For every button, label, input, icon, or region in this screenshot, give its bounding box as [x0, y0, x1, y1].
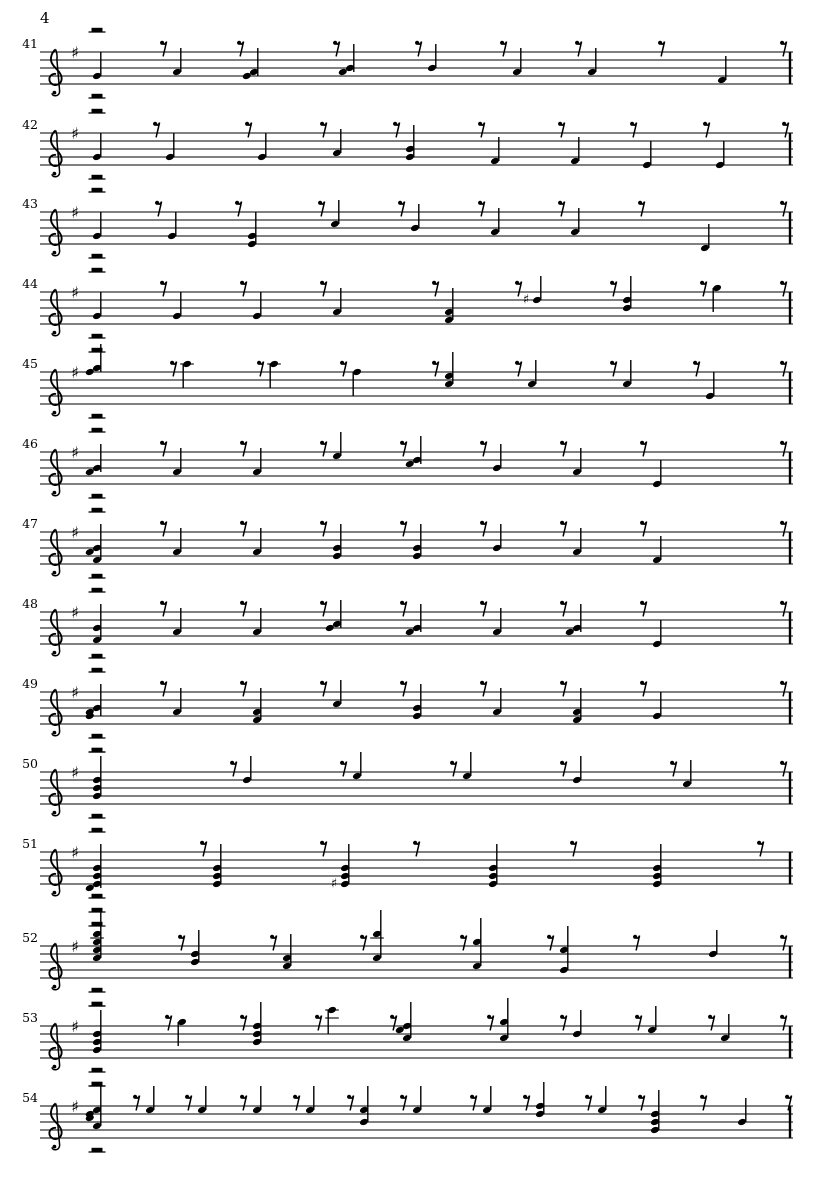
measure-number: 42: [22, 117, 38, 132]
key-signature-sharp: ♯: [71, 1017, 79, 1036]
key-signature-sharp: ♯: [71, 363, 79, 382]
page-number: 4: [40, 9, 50, 27]
key-signature-sharp: ♯: [71, 1097, 79, 1116]
barline: [789, 612, 791, 645]
barline: [789, 372, 791, 405]
key-signature-sharp: ♯: [71, 203, 79, 222]
barline: [789, 452, 791, 485]
barline: [789, 692, 791, 725]
barline: [789, 212, 791, 245]
accidental-sharp: ♯: [330, 876, 338, 892]
barline: [789, 133, 791, 166]
key-signature-sharp: ♯: [71, 603, 79, 622]
key-signature-sharp: ♯: [71, 443, 79, 462]
key-signature-sharp: ♯: [71, 763, 79, 782]
measure-number: 52: [22, 930, 38, 945]
measure-number: 44: [22, 276, 38, 291]
key-signature-sharp: ♯: [71, 124, 79, 143]
measure-number: 47: [22, 516, 38, 531]
key-signature-sharp: ♯: [71, 843, 79, 862]
key-signature-sharp: ♯: [71, 283, 79, 302]
measure-number: 46: [22, 436, 38, 451]
measure-number: 45: [22, 356, 38, 371]
barline: [789, 1106, 791, 1139]
accidental-sharp: ♯: [522, 292, 530, 308]
barline: [789, 852, 791, 885]
measure-number: 51: [22, 836, 38, 851]
key-signature-sharp: ♯: [71, 43, 79, 62]
barline: [789, 292, 791, 325]
barline: [789, 532, 791, 565]
measure-number: 54: [22, 1090, 38, 1105]
barline: [789, 772, 791, 805]
measure-number: 41: [22, 36, 38, 51]
barline: [789, 946, 791, 979]
measure-number: 49: [22, 676, 38, 691]
measure-number: 50: [22, 756, 38, 771]
barline: [789, 52, 791, 85]
measure-number: 53: [22, 1010, 38, 1025]
key-signature-sharp: ♯: [71, 523, 79, 542]
barline: [789, 1026, 791, 1059]
measure-number: 43: [22, 196, 38, 211]
key-signature-sharp: ♯: [71, 937, 79, 956]
key-signature-sharp: ♯: [71, 683, 79, 702]
measure-number: 48: [22, 596, 38, 611]
